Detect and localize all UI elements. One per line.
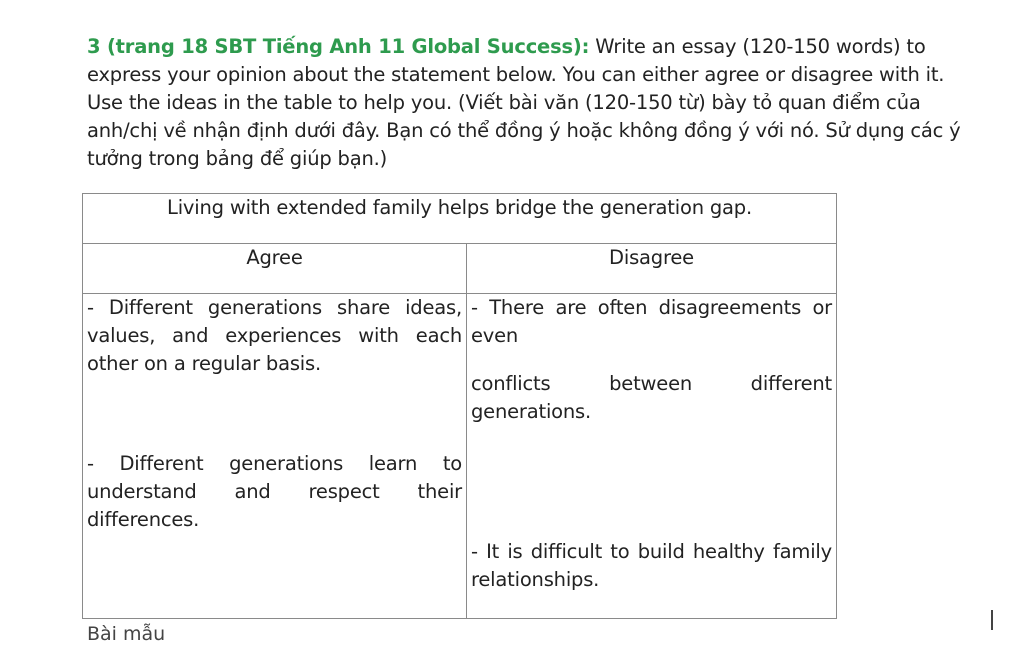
disagree-header: Disagree <box>467 244 837 294</box>
agree-cell <box>83 294 467 619</box>
text-cursor <box>991 610 993 630</box>
disagree-idea: - It is difficult to build healthy family relationships. <box>471 540 832 591</box>
exercise-lead: 3 (trang 18 SBT Tiếng Anh 11 Global Success): <box>87 35 590 58</box>
statement-cell: Living with extended family helps bridge the generation gap. <box>83 194 837 244</box>
agree-idea: - Different generations learn to understand and respect their differences. <box>87 452 462 531</box>
exercise-instruction <box>87 33 977 173</box>
agree-header: Agree <box>83 244 467 294</box>
disagree-idea: - There are often disagreements or even <box>471 296 832 347</box>
disagree-cell <box>467 294 837 619</box>
statement-row <box>83 194 837 244</box>
ideas-table <box>82 193 837 619</box>
cut-off-text: Bài mẫu <box>87 623 166 645</box>
ideas-row <box>83 294 837 619</box>
agree-idea: - Different generations share ideas, values, and experiences with each other on a regular basis. <box>87 296 462 375</box>
exercise-text: Write an essay (120-150 words) to express your opinion about the statement below. You can either agree or disagree with it. Use the ideas in the table to help you. (Viết bài văn (120-150 từ) bày tỏ quan điểm của anh/chị về nhận định dưới đây. Bạn có thể đồng ý hoặc không đồng ý với nó. Sử dụng các ý tưởng trong bảng để giúp bạn.) <box>87 35 961 170</box>
header-row <box>83 244 837 294</box>
disagree-idea: conflicts between different generations. <box>471 372 832 423</box>
